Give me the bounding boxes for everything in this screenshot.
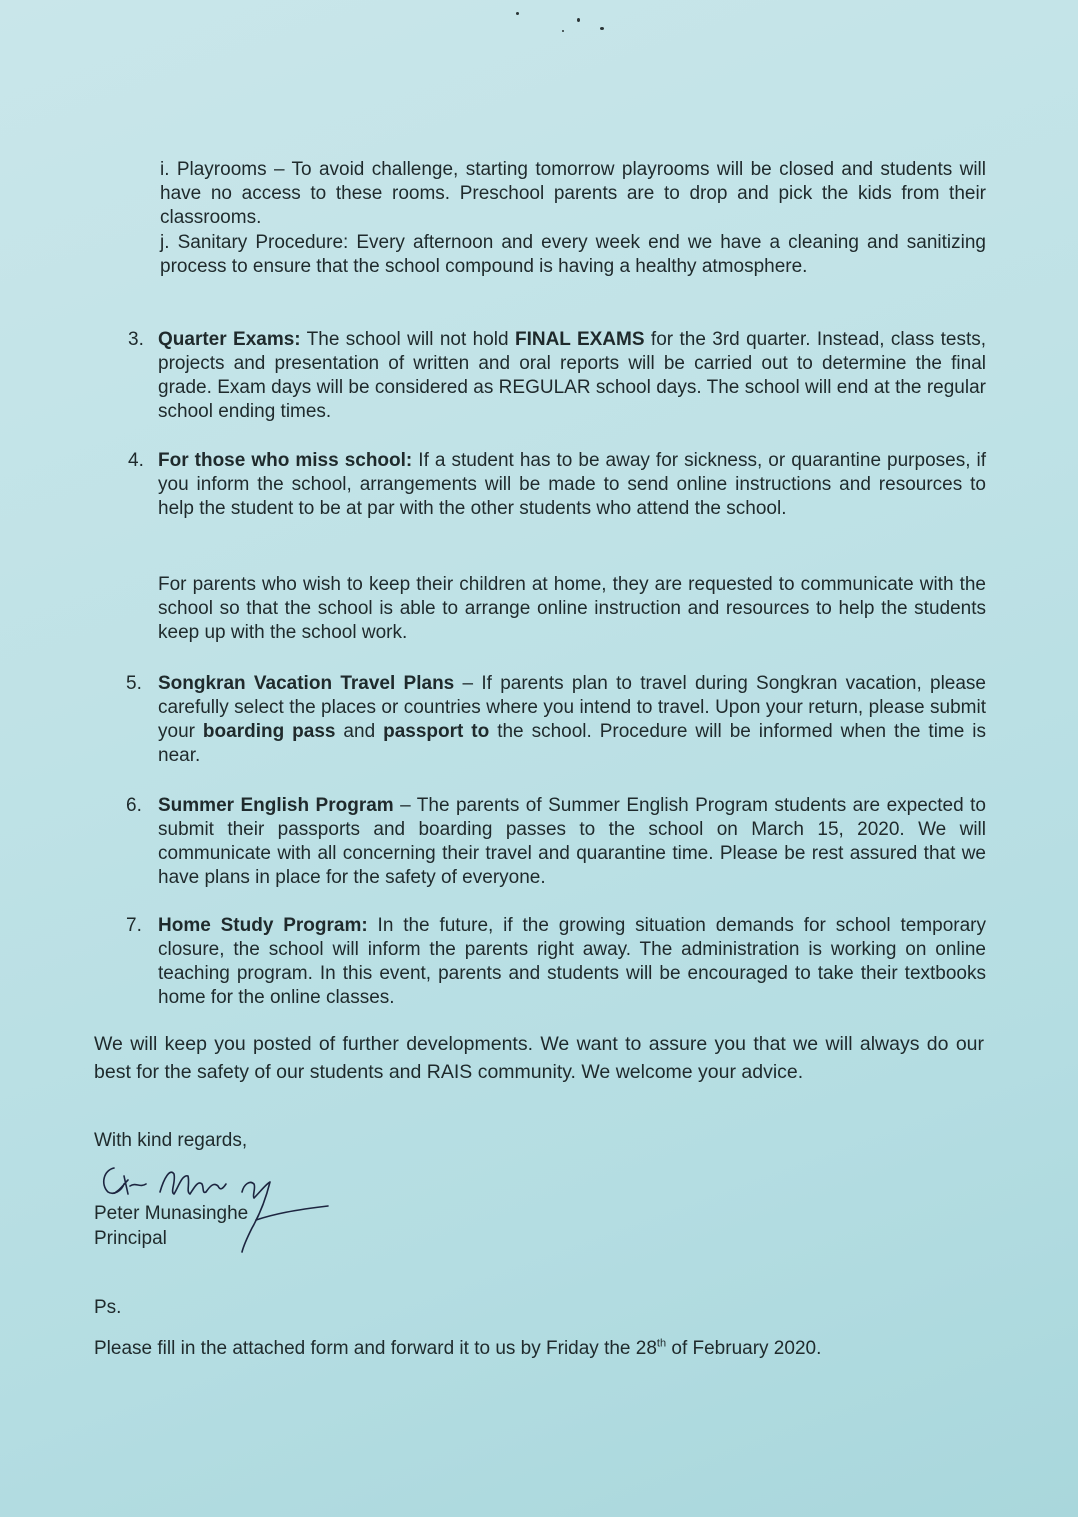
item-text: In the future, if the growing situation demands for school temporary closure, the school will inform the parents right away. The administration is working on online teaching program. In this event, parents and students will be encouraged to take their textbooks home for the online classes. xyxy=(158,915,986,1008)
item-parents-keep-home: For parents who wish to keep their children at home, they are requested to communicate with the school so that the school is able to arrange online instruction and resources to help the students keep up with the school work. xyxy=(158,574,986,643)
item-text: The school will not hold xyxy=(300,329,515,350)
item-text: for the 3rd quarter. Instead, class tests, projects and presentation of written and oral reports will be carried out to determine the final grade. Exam days will be considered as REGULAR school days. The school will end at the regular school ending times. xyxy=(158,329,986,422)
item-text: and xyxy=(335,721,384,742)
paper-speck xyxy=(577,18,580,22)
item-summer-english xyxy=(158,794,986,890)
item-quarter-exams xyxy=(158,328,986,424)
item-bold-text: passport to xyxy=(383,721,490,742)
postscript-superscript: th xyxy=(656,1337,667,1350)
item-home-study xyxy=(158,914,986,1010)
item-heading: Songkran Vacation Travel Plans xyxy=(158,673,455,694)
item-heading: Quarter Exams: xyxy=(158,329,301,350)
closing-paragraph: We will keep you posted of further developments. We want to assure you that we will always do our best for the safety of our students and RAIS community. We welcome your advice. xyxy=(94,1033,984,1083)
item-heading: For those who miss school: xyxy=(158,450,413,471)
item-number: 7. xyxy=(126,915,142,936)
signer-title: Principal xyxy=(94,1228,167,1249)
item-text: – If parents plan to travel during Songkran vacation, please carefully select the places or countries where you intend to travel. Upon your return, please submit your xyxy=(158,673,986,742)
item-number: 4. xyxy=(128,450,144,471)
item-bold-text: boarding pass xyxy=(202,721,336,742)
item-j-sanitary-procedure: j. Sanitary Procedure: Every afternoon and every week end we have a cleaning and sanitizing process to ensure that the school compound is having a healthy atmosphere. xyxy=(160,232,986,277)
postscript-label: Ps. xyxy=(94,1297,122,1318)
item-heading: Home Study Program: xyxy=(158,915,368,936)
postscript-text-after: of February 2020. xyxy=(666,1338,822,1359)
item-number: 5. xyxy=(126,673,142,694)
item-those-who-miss-school xyxy=(158,449,986,521)
paper-speck xyxy=(600,27,604,30)
item-number: 3. xyxy=(128,329,144,350)
item-bold-text: FINAL EXAMS xyxy=(514,329,645,350)
signer-name: Peter Munasinghe xyxy=(94,1203,249,1224)
item-text: If a student has to be away for sickness, or quarantine purposes, if you inform the school, arrangements will be made to send online instructions and resources to help the student to be at par with the other students who attend the school. xyxy=(158,450,987,519)
item-i-playrooms: i. Playrooms – To avoid challenge, starting tomorrow playrooms will be closed and students will have no access to these rooms. Preschool parents are to drop and pick the kids from their classrooms. xyxy=(160,159,986,228)
regards: With kind regards, xyxy=(94,1130,248,1151)
item-heading: Summer English Program xyxy=(158,795,394,816)
item-songkran-travel xyxy=(158,672,986,768)
item-text: – The parents of Summer English Program students are expected to submit their passports and boarding passes to the school on March 15, 2020. We will communicate with all concerning their travel and quarantine time. Please be rest assured that we have plans in place for the safety of everyone. xyxy=(158,795,986,888)
item-number: 6. xyxy=(126,795,142,816)
paper-speck xyxy=(562,30,564,32)
item-text: the school. Procedure will be informed when the time is near. xyxy=(158,721,987,766)
paper-speck xyxy=(516,12,519,15)
postscript-text-before: Please fill in the attached form and forward it to us by Friday the 28 xyxy=(94,1338,657,1359)
postscript-text xyxy=(94,1337,821,1361)
